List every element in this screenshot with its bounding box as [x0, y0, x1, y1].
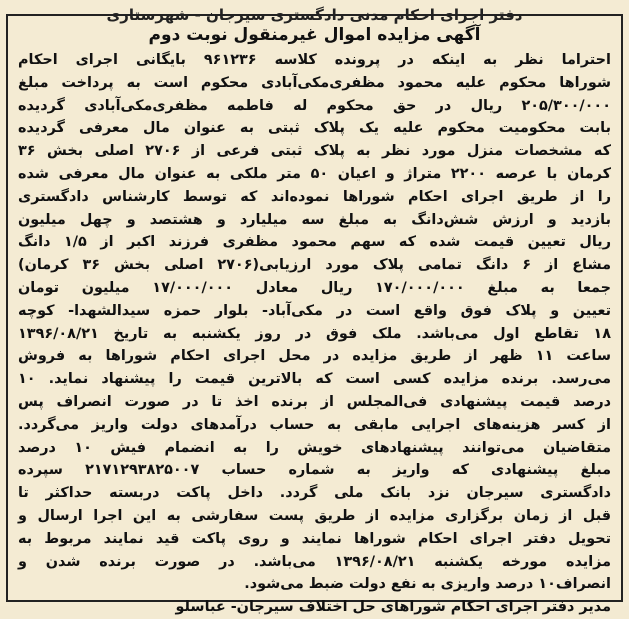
- notice-frame: [6, 6, 623, 616]
- text-line: بازدید و ارزش شش‌دانگ به مبلغ سه میلیارد و هشتصد و چهل میلیون: [18, 211, 611, 228]
- signature-line: مدیر دفتر اجرای احکام شوراهای حل اختلاف سیرجان- عباسلو: [175, 599, 611, 616]
- text-line: انصراف۱۰ درصد واریزی به نفع دولت ضبط می‌شود.: [244, 576, 611, 593]
- text-line: جمعا به مبلغ ۱۷۰/۰۰۰/۰۰۰ ریال معادل ۱۷/۰۰۰/۰۰۰ میلیون تومان: [18, 279, 611, 296]
- text-line: که مشخصات منزل مورد نظر به پلاک ثبتی فرعی از ۲۷۰۶ اصلی بخش ۳۶: [18, 143, 611, 160]
- text-line: کرمان با عرصه ۲۲۰۰ متراژ و اعیان ۵۰ متر ملکی به عنوان مال معرفی شده: [18, 165, 611, 182]
- text-line: متقاضیان می‌توانند پیشنهادهای خویش را به انضمام فیش ۱۰ درصد: [18, 439, 611, 456]
- text-line: از کسر هزینه‌های اجرایی مابقی به حساب درآمدهای دولت واریز می‌گردد.: [18, 416, 611, 433]
- text-line: احتراما نظر به اینکه در پرونده کلاسه ۹۶۱۲۳۶ بایگانی اجرای احکام: [18, 52, 611, 68]
- text-line: مبلغ پیشنهادی که واریز به شماره حساب ۲۱۷۱۲۹۳۸۲۵۰۰۷ سپرده: [18, 462, 611, 479]
- text-line: ۱۸ تقاطع اول می‌باشد. ملک فوق در روز یکشنبه به تاریخ ۱۳۹۶/۰۸/۲۱: [18, 325, 611, 342]
- notice-body: [18, 49, 611, 619]
- text-line: ساعت ۱۱ ظهر از طریق مزایده در محل اجرای احکام شوراها به فروش: [18, 348, 611, 365]
- text-line: را از طریق اجرای احکام شوراها نموده‌اند که توسط کارشناس دادگستری: [18, 188, 611, 205]
- text-line: تعیین و پلاک فوق واقع است در مکی‌آباد- بلوار حمزه سیدالشهدا- کوچه: [18, 302, 611, 319]
- text-line: درصد قیمت پیشنهادی فی‌المجلس از برنده اخذ تا در صورت انصراف پس: [18, 393, 611, 410]
- office-header: دفتر اجرای احکام مدنی دادگستری سیرجان - شهرستاری: [106, 6, 523, 24]
- text-line: می‌رسد. برنده مزایده کسی است که بالاترین قیمت را پیشنهاد نماید. ۱۰: [18, 371, 611, 388]
- text-line: ریال تعیین قیمت شده که سهم محمود مظفری فرزند اکبر از ۱/۵ دانگ: [18, 234, 611, 251]
- notice-title: آگهی مزایده اموال غیرمنقول نوبت دوم: [148, 25, 481, 45]
- text-line: دادگستری سیرجان نزد بانک ملی گردد. داخل پاکت دربسته حداکثر تا: [18, 485, 611, 502]
- text-line: تحویل دفتر اجرای احکام شوراها نمایند و روی پاکت قید نمایند مربوط به: [18, 530, 611, 547]
- text-line: قبل از زمان برگزاری مزایده از طریق پست سفارشی به این اجرا ارسال و: [18, 507, 611, 524]
- text-line: مشاع از ۶ دانگ تمامی پلاک مورد ارزیابی(۲۷۰۶ اصلی بخش ۳۶ کرمان): [18, 257, 611, 274]
- text-line: ۲۰۵/۳۰۰/۰۰۰ ریال در حق محکوم له فاطمه مظفری‌مکی‌آبادی گردیده: [18, 97, 611, 114]
- text-line: مزایده مورخه یکشنبه ۱۳۹۶/۰۸/۲۱ می‌باشد. در صورت برنده شدن و: [18, 553, 611, 570]
- text-line: بابت محکومیت محکوم علیه یک پلاک ثبتی به عنوان مال معرفی گردیده: [18, 120, 611, 137]
- text-line: شوراها محکوم علیه محمود مظفری‌مکی‌آبادی محکوم است به پرداخت مبلغ: [18, 74, 611, 91]
